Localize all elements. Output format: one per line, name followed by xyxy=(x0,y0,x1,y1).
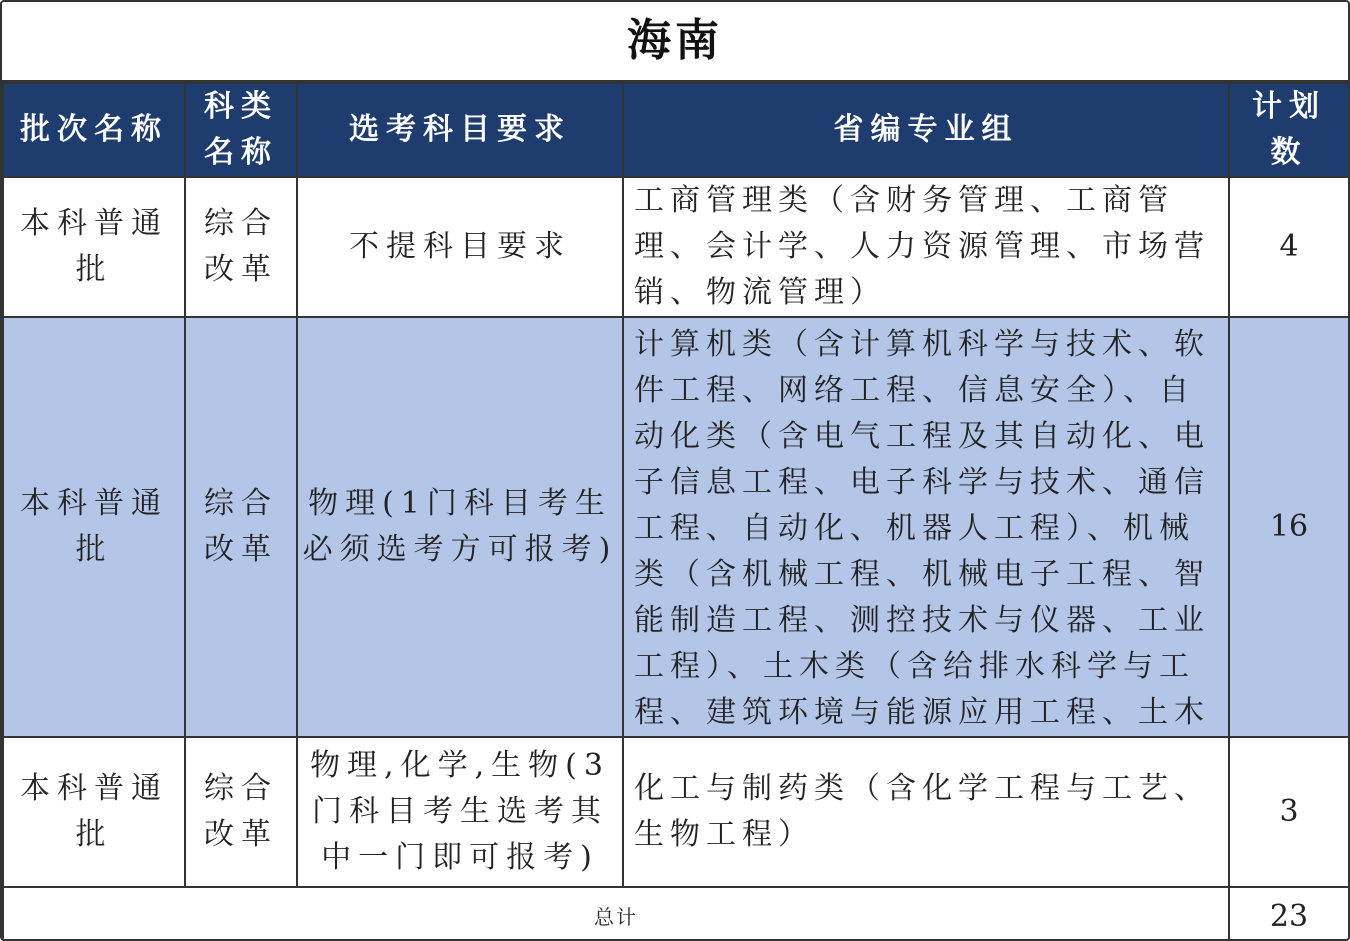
cell-subject-req: 不提科目要求 xyxy=(297,177,623,317)
cell-category: 综合改革 xyxy=(185,737,297,887)
table-row xyxy=(3,737,1349,887)
header-batch: 批次名称 xyxy=(3,83,185,177)
cell-category: 综合改革 xyxy=(185,177,297,317)
header-subject-req: 选考科目要求 xyxy=(297,83,623,177)
header-category: 科类名称 xyxy=(185,83,297,177)
province-title: 海南 xyxy=(2,2,1348,82)
total-value: 23 xyxy=(1229,887,1349,941)
table-header-row xyxy=(3,83,1349,177)
cell-plan: 16 xyxy=(1229,317,1349,737)
cell-category: 综合改革 xyxy=(185,317,297,737)
cell-batch: 本科普通批 xyxy=(3,737,185,887)
cell-plan: 3 xyxy=(1229,737,1349,887)
header-plan: 计划数 xyxy=(1229,83,1349,177)
cell-group-text: 计算机类（含计算机科学与技术、软件工程、网络工程、信息安全）、自动化类（含电气工程及其自动化、电子信息工程、电子科学与技术、通信工程、自动化、机器人工程）、机械类（含机械工程、机械电子工程、智能制造工程、测控技术与仪器、工业工程）、土木类（含给排水科学与工程、建筑环境与能源应用工程、土木 xyxy=(634,327,1210,730)
total-row xyxy=(3,887,1349,941)
cell-plan: 4 xyxy=(1229,177,1349,317)
cell-batch: 本科普通批 xyxy=(3,317,185,737)
table-row xyxy=(3,317,1349,737)
cell-subject-req: 物理,化学,生物(3门科目考生选考其中一门即可报考) xyxy=(297,737,623,887)
cell-group: 工商管理类（含财务管理、工商管理、会计学、人力资源管理、市场营销、物流管理） xyxy=(623,177,1229,317)
cell-group xyxy=(623,317,1229,737)
cell-batch: 本科普通批 xyxy=(3,177,185,317)
cell-subject-req: 物理(1门科目考生必须选考方可报考) xyxy=(297,317,623,737)
total-label: 总计 xyxy=(3,887,1229,941)
header-group: 省编专业组 xyxy=(623,83,1229,177)
cell-group: 化工与制药类（含化学工程与工艺、生物工程） xyxy=(623,737,1229,887)
table-row xyxy=(3,177,1349,317)
plan-table xyxy=(2,82,1350,941)
